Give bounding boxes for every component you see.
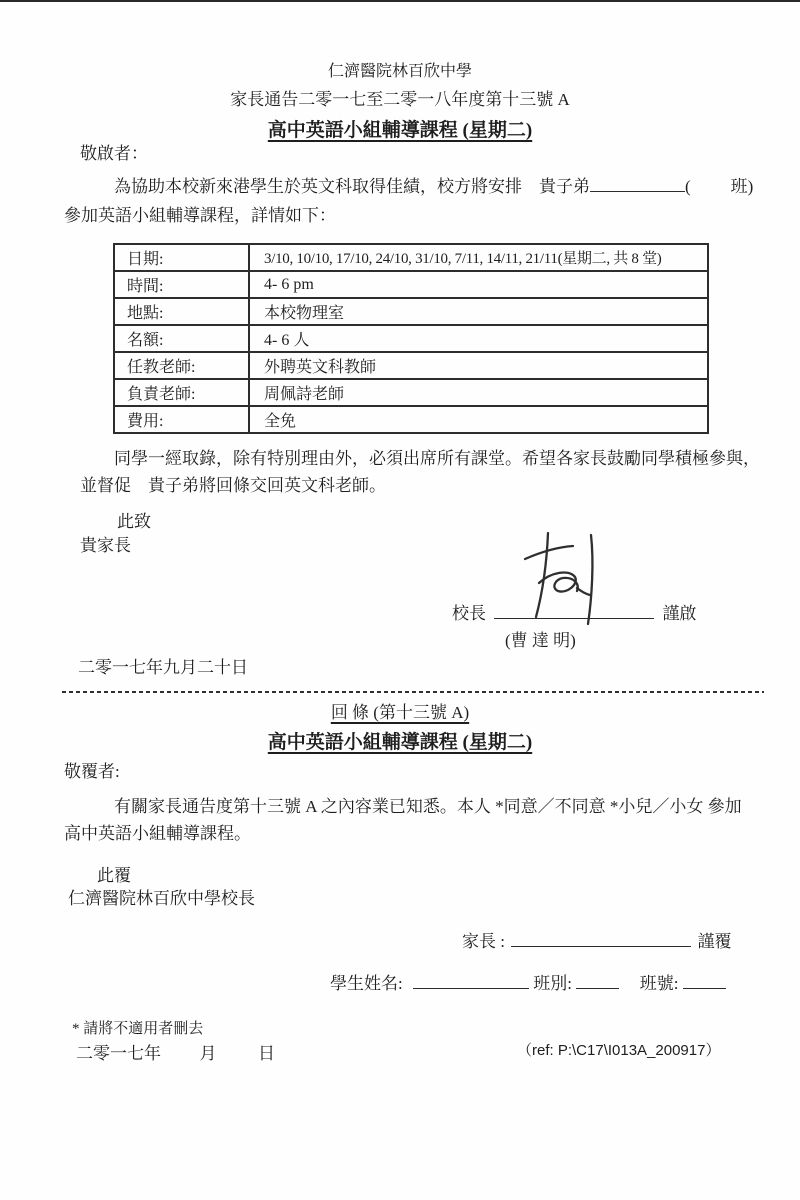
row-label: 日期:	[114, 244, 249, 271]
row-label: 地點:	[114, 298, 249, 325]
class-label: 班別:	[533, 974, 572, 993]
principal-label: 校長	[452, 604, 486, 623]
reply-body-line1: 有關家長通告度第十三號 A 之內容業已知悉。本人 *同意／不同意 *小兒／小女 參加	[114, 797, 742, 816]
reply-addressee: 仁濟醫院林百欣中學校長	[68, 889, 255, 908]
course-details-table	[113, 243, 709, 434]
row-value: 4- 6 人	[249, 325, 708, 352]
principal-sign-line	[452, 601, 697, 625]
paragraph1-text: 為協助本校新來港學生於英文科取得佳績，校方將安排 貴子弟	[114, 177, 590, 196]
student-name-blank	[413, 971, 529, 989]
notice-paragraph2-line2: 並督促 貴子弟將回條交回英文科老師。	[80, 476, 386, 495]
ref-code: （ref: P:\C17\I013A_200917）	[517, 1042, 721, 1059]
row-value: 全免	[249, 406, 708, 433]
reply-slip-subtitle: 高中英語小組輔導課程 (星期二)	[267, 732, 533, 753]
reply-closing: 此覆	[97, 866, 131, 885]
table-row	[114, 406, 708, 433]
student-info-line	[330, 971, 726, 995]
student-name-blank	[590, 174, 685, 192]
principal-signature-blank	[494, 601, 654, 619]
footer-date-day: 日	[258, 1044, 275, 1063]
dashed-cut-line	[62, 691, 764, 693]
paragraph1-open-paren: (	[685, 177, 691, 196]
student-name-label: 學生姓名:	[330, 974, 403, 993]
class-no-label: 班號:	[639, 974, 679, 993]
reply-salutation: 敬覆者:	[64, 762, 120, 781]
table-row	[114, 379, 708, 406]
reply-slip-title: 回 條 (第十三號 A)	[330, 703, 470, 722]
scan-edge-artifact	[0, 0, 800, 2]
notice-paragraph2-line1: 同學一經取錄，除有特別理由外，必須出席所有課堂。希望各家長鼓勵同學積極參與，	[114, 449, 760, 468]
class-blank-gap	[691, 191, 731, 192]
class-blank	[576, 971, 619, 989]
parent-label: 家長 :	[462, 932, 505, 951]
paragraph1-close: 班)	[730, 177, 754, 196]
principal-suffix: 謹啟	[662, 604, 697, 623]
row-label: 負責老師:	[114, 379, 249, 406]
row-label: 任教老師:	[114, 352, 249, 379]
parent-signature-blank	[511, 929, 691, 947]
row-value: 3/10, 10/10, 17/10, 24/10, 31/10, 7/11, 14/11, 21/11(星期二, 共 8 堂)	[249, 244, 708, 271]
footer-date-line	[76, 1043, 275, 1065]
notice-closing: 此致	[117, 512, 151, 531]
row-label: 費用:	[114, 406, 249, 433]
table-row	[114, 325, 708, 352]
table-row	[114, 352, 708, 379]
table-row	[114, 271, 708, 298]
school-name: 仁濟醫院林百欣中學	[327, 63, 472, 80]
reply-body-line2: 高中英語小組輔導課程。	[64, 824, 251, 843]
table-row	[114, 298, 708, 325]
footer-date-gap	[221, 1058, 254, 1059]
parent-suffix: 謹覆	[697, 932, 732, 951]
row-value: 4- 6 pm	[249, 271, 708, 298]
notice-issue-date: 二零一七年九月二十日	[78, 658, 248, 677]
notice-title: 高中英語小組輔導課程 (星期二)	[267, 120, 533, 141]
field-gap	[623, 988, 635, 989]
notice-paragraph1-line1	[114, 174, 753, 198]
class-no-blank	[683, 971, 726, 989]
notice-salutation: 敬啟者：	[80, 144, 148, 163]
row-value: 周佩詩老師	[249, 379, 708, 406]
notice-addressee: 貴家長	[80, 536, 131, 555]
parent-sign-line	[462, 929, 731, 953]
table-row	[114, 244, 708, 271]
principal-name: (曹 達 明)	[505, 631, 576, 650]
row-value: 本校物理室	[249, 298, 708, 325]
delete-note: * 請將不適用者刪去	[72, 1021, 204, 1037]
notice-paragraph1-line2: 參加英語小組輔導課程，詳情如下：	[64, 206, 336, 225]
footer-date-month: 月	[199, 1044, 217, 1063]
row-label: 名額:	[114, 325, 249, 352]
footer-date-gap	[165, 1058, 195, 1059]
row-value: 外聘英文科教師	[249, 352, 708, 379]
footer-date-year: 二零一七年	[76, 1044, 161, 1063]
notice-number-line: 家長通告二零一七至二零一八年度第十三號 A	[230, 90, 570, 109]
row-label: 時間:	[114, 271, 249, 298]
